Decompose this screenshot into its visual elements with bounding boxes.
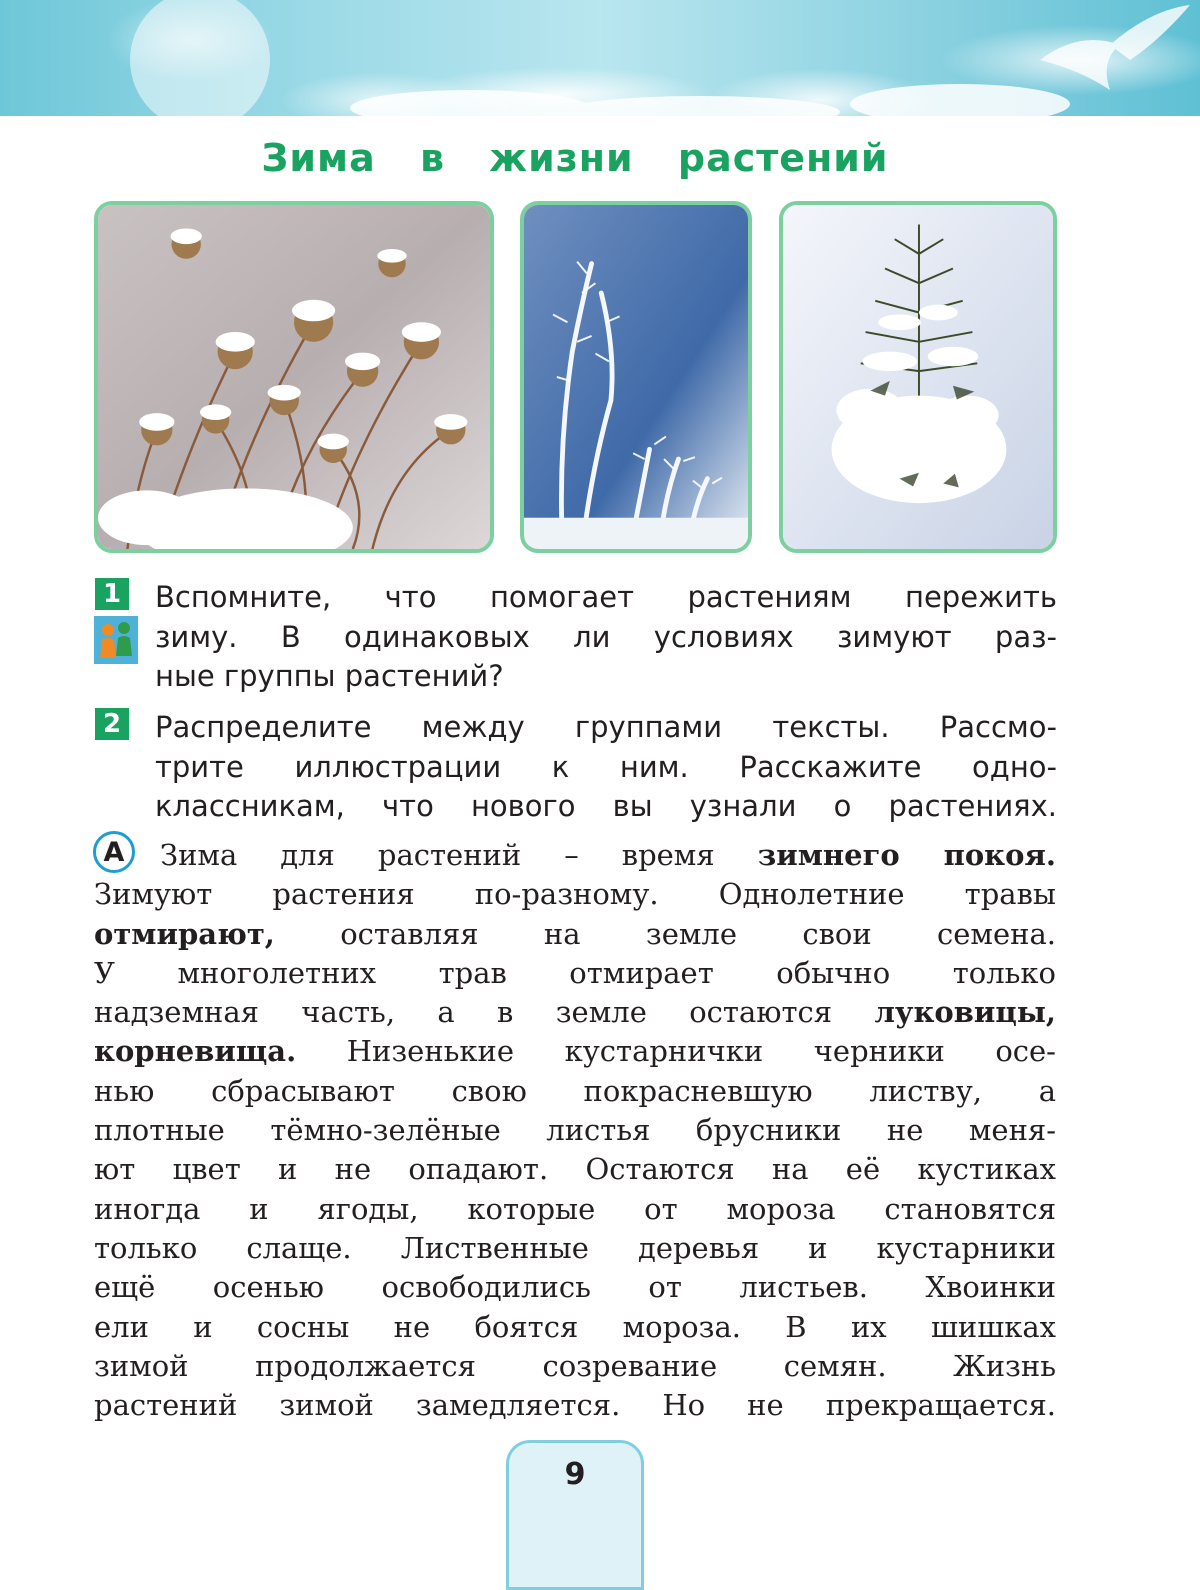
text-marker-a: А [93, 831, 135, 873]
seagull-icon [1040, 5, 1190, 90]
task-2-text [155, 708, 1057, 827]
paragraph-line: иногда и ягоды, которые от мороза становятся [94, 1191, 1056, 1226]
task-line: трите иллюстрации к ним. Расскажите одно- [155, 749, 1057, 784]
paragraph-line: У многолетних трав отмирает обычно только [94, 955, 1056, 990]
frosty-stems-image [524, 205, 748, 549]
task-line: классникам, что нового вы узнали о растениях. [155, 789, 1057, 823]
task-line: ные группы растений? [155, 659, 504, 693]
paragraph-line: Зимуют растения по-разному. Однолетние травы [94, 877, 1056, 912]
paragraph-line: только слаще. Лиственные деревья и кустарники [94, 1230, 1056, 1265]
paragraph-line: отмирают, оставляя на земле свои семена. [94, 916, 1056, 951]
sky-banner [0, 0, 1200, 116]
task-number-badge: 1 [95, 578, 129, 610]
paragraph-line: зимой продолжается созревание семян. Жизнь [94, 1348, 1056, 1383]
snowy-plants-image [98, 205, 490, 549]
paragraph-line: растений зимой замедляется. Но не прекращается. [94, 1388, 1056, 1423]
paragraph-line: Зима для растений – время зимнего покоя. [160, 838, 1056, 872]
snowy-spruce-image [783, 205, 1053, 549]
paragraph-line: нью сбрасывают свою покрасневшую листву, а [94, 1073, 1056, 1108]
paragraph-line: корневища. Низенькие кустарнички черники осе- [94, 1034, 1056, 1069]
photo-frosty-stems [520, 201, 752, 553]
page-number: 9 [564, 1457, 586, 1492]
people-pair-icon [94, 616, 138, 664]
text-a-paragraph [94, 836, 1056, 1425]
paragraph-line: плотные тёмно-зелёные листья брусники не меня- [94, 1113, 1056, 1148]
photo-snowy-dry-plants [94, 201, 494, 553]
paragraph-line: надземная часть, а в земле остаются луковицы, [94, 995, 1056, 1030]
paragraph-line: ют цвет и не опадают. Остаются на её кустиках [94, 1152, 1056, 1187]
task-line: зиму. В одинаковых ли условиях зимуют раз- [155, 619, 1057, 654]
task-line: Вспомните, что помогает растениям пережить [155, 580, 1057, 614]
task-1-text [155, 578, 1057, 697]
page-title: Зима в жизни растений [261, 136, 889, 180]
paragraph-line: ещё осенью освободились от листьев. Хвоинки [94, 1270, 1056, 1305]
paragraph-line: ели и сосны не боятся мороза. В их шишках [94, 1309, 1056, 1344]
banner-decoration [0, 0, 1200, 116]
page-number-tab [506, 1440, 644, 1590]
photo-snowy-spruce [779, 201, 1057, 553]
task-number-badge: 2 [95, 708, 129, 740]
task-line: Распределите между группами тексты. Рассмо- [155, 710, 1057, 744]
